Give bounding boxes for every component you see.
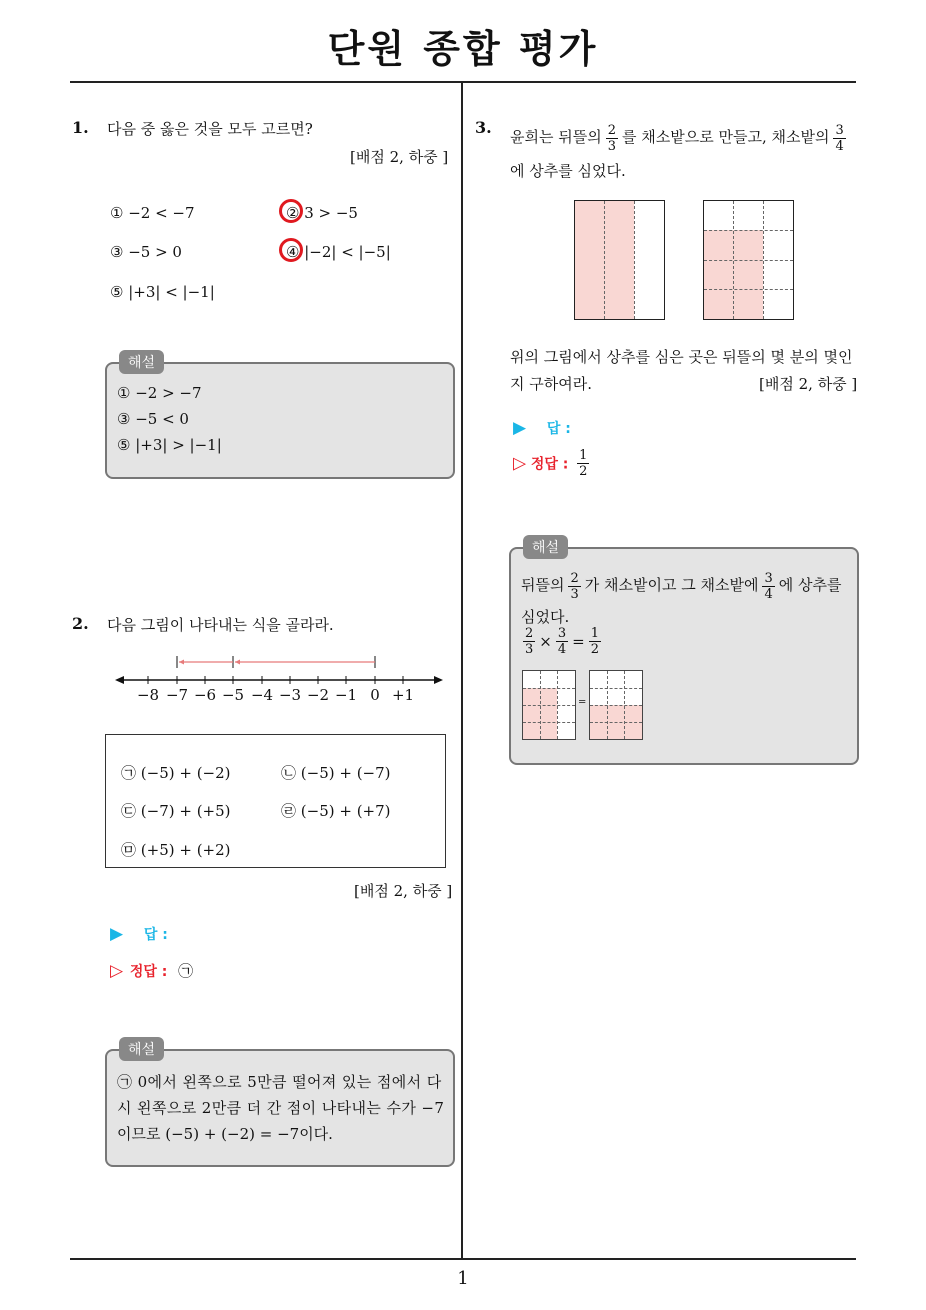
top-rule [70, 81, 856, 83]
q1-option-5[interactable]: ⑤ |+3| < |−1| [110, 283, 215, 301]
q2-correct-value: ㉠ [178, 962, 194, 980]
q3-correct-fraction: $\frac{1}{2}$ [579, 448, 588, 479]
q3-answer-row[interactable] [513, 418, 571, 438]
q2-answer-row[interactable] [110, 924, 168, 944]
q1-explanation-tag: 해설 [119, 350, 164, 374]
q2-explanation-line: 이므로 (−5) + (−2) = −7이다. [117, 1125, 333, 1143]
q2-choice-3[interactable]: ㉢ (−7) + (+5) [121, 802, 231, 820]
play-arrow-icon: ▶ [513, 418, 527, 438]
explanation-grid-right [589, 670, 643, 740]
q1-explanation-line: ① −2 > −7 [117, 384, 202, 402]
q3-meta: [배점 2, 하중 ] [759, 375, 858, 393]
q1-question: 다음 중 옳은 것을 모두 고르면? [107, 120, 313, 138]
page-number: 1 [457, 1268, 469, 1289]
q1-option-2[interactable]: ② 3 > −5 [286, 204, 358, 222]
q2-correct-row [110, 960, 193, 981]
q3-question-line1 [510, 118, 850, 156]
q3-text: 윤희는 뒤뜰의 [510, 128, 602, 146]
q1-option-1[interactable]: ① −2 < −7 [110, 204, 195, 222]
play-arrow-icon: ▶ [110, 924, 124, 944]
q3-explanation-line2: 심었다. [521, 608, 570, 626]
q2-choice-5[interactable]: ㉤ (+5) + (+2) [121, 841, 231, 859]
q3-explanation-line1: 뒤뜰의 $\frac{2}{3}$ 가 채소밭이고 그 채소밭에 $\frac{3}{4}$ 에 상추를 [521, 570, 842, 602]
outline-arrow-icon: ▷ [513, 453, 527, 474]
q3-question-line2: 에 상추를 심었다. [510, 162, 626, 180]
q2-meta: [배점 2, 하중 ] [354, 882, 453, 900]
q1-option-3[interactable]: ③ −5 > 0 [110, 243, 182, 261]
tick-label: −2 [306, 686, 330, 704]
q1-meta: [배점 2, 하중 ] [350, 148, 449, 166]
q1-explanation-line: ③ −5 < 0 [117, 410, 189, 428]
q3-text: 를 채소밭으로 만들고, 채소밭의 [622, 128, 830, 146]
q2-choice-1[interactable]: ㉠ (−5) + (−2) [121, 764, 231, 782]
tick-label: −8 [136, 686, 160, 704]
q3-correct-row [513, 448, 593, 479]
number-line-axis [115, 676, 443, 684]
q2-question: 다음 그림이 나타내는 식을 골라라. [107, 616, 334, 634]
q3-fraction-1: $\frac{2}{3}$ [607, 122, 616, 154]
q3-prompt-line1: 위의 그림에서 상추를 심은 곳은 뒤뜰의 몇 분의 몇인 [510, 348, 853, 366]
q2-explanation-line: 시 왼쪽으로 2만큼 더 간 점이 나타내는 수가 −7 [117, 1099, 445, 1117]
yard-figure-garden [574, 200, 665, 320]
q2-choice-4[interactable]: ㉣ (−5) + (+7) [281, 802, 391, 820]
answer-circle-mark [279, 199, 303, 223]
q2-explanation-line: ㉠ 0에서 왼쪽으로 5만큼 떨어져 있는 점에서 다 [117, 1073, 442, 1091]
q2-answer-label: 답 : [143, 927, 168, 943]
q3-explanation-equation: $\frac{2}{3}$ × $\frac{3}{4}$ = $\frac{1}{2}$ [525, 626, 599, 657]
column-divider [461, 83, 463, 1259]
tick-label: −4 [250, 686, 274, 704]
tick-label: −7 [165, 686, 189, 704]
tick-label: −5 [221, 686, 245, 704]
q2-number: 2. [72, 614, 89, 633]
tick-label: 0 [370, 686, 380, 704]
bottom-rule [70, 1258, 856, 1260]
q1-number: 1. [72, 118, 89, 137]
small-equals: = [578, 697, 587, 708]
q1-explanation-line: ⑤ |+3| > |−1| [117, 436, 222, 454]
q3-fraction-2: $\frac{3}{4}$ [835, 122, 844, 154]
q3-prompt-line2: 지 구하여라. [510, 375, 592, 393]
explanation-grid-left [522, 670, 576, 740]
outline-arrow-icon: ▷ [110, 961, 124, 981]
q2-choice-2[interactable]: ㉡ (−5) + (−7) [281, 764, 391, 782]
q2-correct-label: 정답 : [129, 964, 168, 980]
tick-label: −1 [334, 686, 358, 704]
q3-correct-label: 정답 : [530, 456, 569, 473]
q2-explanation-tag: 해설 [119, 1037, 164, 1061]
tick-label: −6 [193, 686, 217, 704]
q3-answer-label: 답 : [546, 421, 571, 437]
answer-circle-mark [279, 238, 303, 262]
tick-label: −3 [278, 686, 302, 704]
q3-explanation-tag: 해설 [523, 535, 568, 559]
tick-label: +1 [391, 686, 415, 704]
q1-option-4[interactable]: ④ |−2| < |−5| [286, 243, 391, 261]
q3-number: 3. [475, 118, 492, 137]
yard-figure-lettuce [703, 200, 794, 320]
page-title: 단원 종합 평가 [327, 27, 599, 71]
number-line-arrows [177, 656, 375, 668]
